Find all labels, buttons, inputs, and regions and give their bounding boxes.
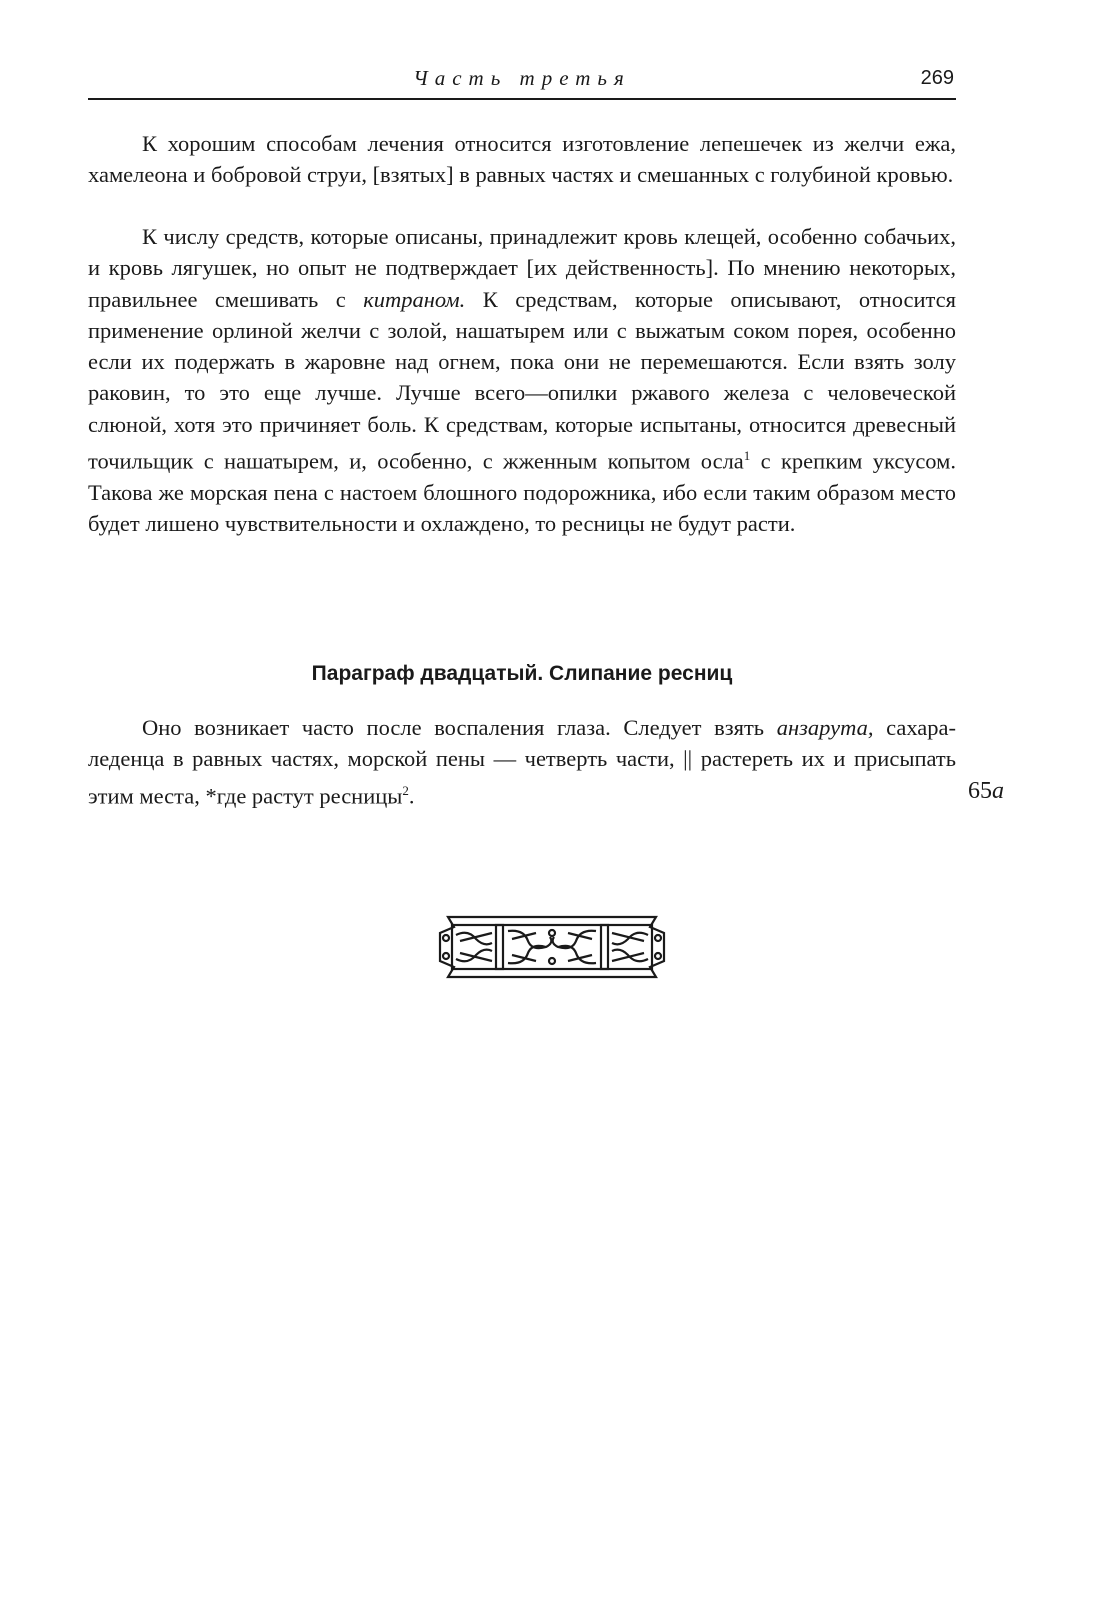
margin-folio-note <box>968 778 1004 805</box>
paragraph-2-text-c: с крепким уксусом. Такова же морская пена с настоем блошного подорожника, ибо если таким образом место будет лишено чувствительности и охлаждено, то ресницы не будут расти. <box>88 448 956 537</box>
running-title: Часть третья <box>413 66 631 90</box>
paragraph-2-text-a: К числу средств, которые описаны, принадлежит кровь клещей, особенно собачьих, и кровь лягушек, но опыт не подтверждает [их действенность]. По мнению некоторых, правильнее смешивать с <box>88 224 956 312</box>
footnote-marker-1[interactable]: 1 <box>743 448 751 464</box>
paragraph-2-text-b: К средствам, которые описывают, относится применение орлиной желчи с золой, нашатырем или с выжатым соком порея, особенно если их подержать в жаровне над огнем, пока они не перемешаются. Если взять золу раковин, то это еще лучше. Лучше всего—опилки ржавого железа с человеческой слюной, хотя это причиняет боль. К средствам, которые испытаны, относится древесный точильщик с нашатырем, и, особенно, с жженным копытом осла <box>88 286 956 474</box>
decorative-tailpiece-ornament-icon <box>436 911 668 983</box>
paragraph-3-text-a: Оно возникает часто после воспаления глаза. Следует взять <box>142 715 777 740</box>
margin-folio-letter: a <box>992 778 1004 804</box>
paragraph-3-text-c: . <box>408 783 415 809</box>
italic-term-kitran: китраном. <box>363 286 466 312</box>
paragraph-3-text-b: сахара-леденца в равных частях, морской пены — четверть части, || растереть их и присыпать этим места, *где растут ресницы <box>88 715 956 809</box>
paragraph-2 <box>88 221 956 539</box>
margin-folio-number: 65 <box>968 778 992 804</box>
paragraph-3 <box>88 712 956 811</box>
text-block-2 <box>88 221 956 539</box>
page-number: 269 <box>920 67 954 89</box>
text-block-1 <box>88 128 956 191</box>
italic-term-anzarut: анзарута, <box>776 715 874 740</box>
text-block-3 <box>88 712 956 811</box>
paragraph-1: К хорошим способам лечения относится изготовление лепешечек из желчи ежа, хамелеона и бобровой струи, [взятых] в равных частях и смешанных с голубиной кровью. <box>88 131 956 188</box>
section-heading: Параграф двадцатый. Слипание ресниц <box>311 662 733 685</box>
page-header <box>88 64 956 100</box>
footnote-marker-2[interactable]: 2 <box>402 782 409 798</box>
